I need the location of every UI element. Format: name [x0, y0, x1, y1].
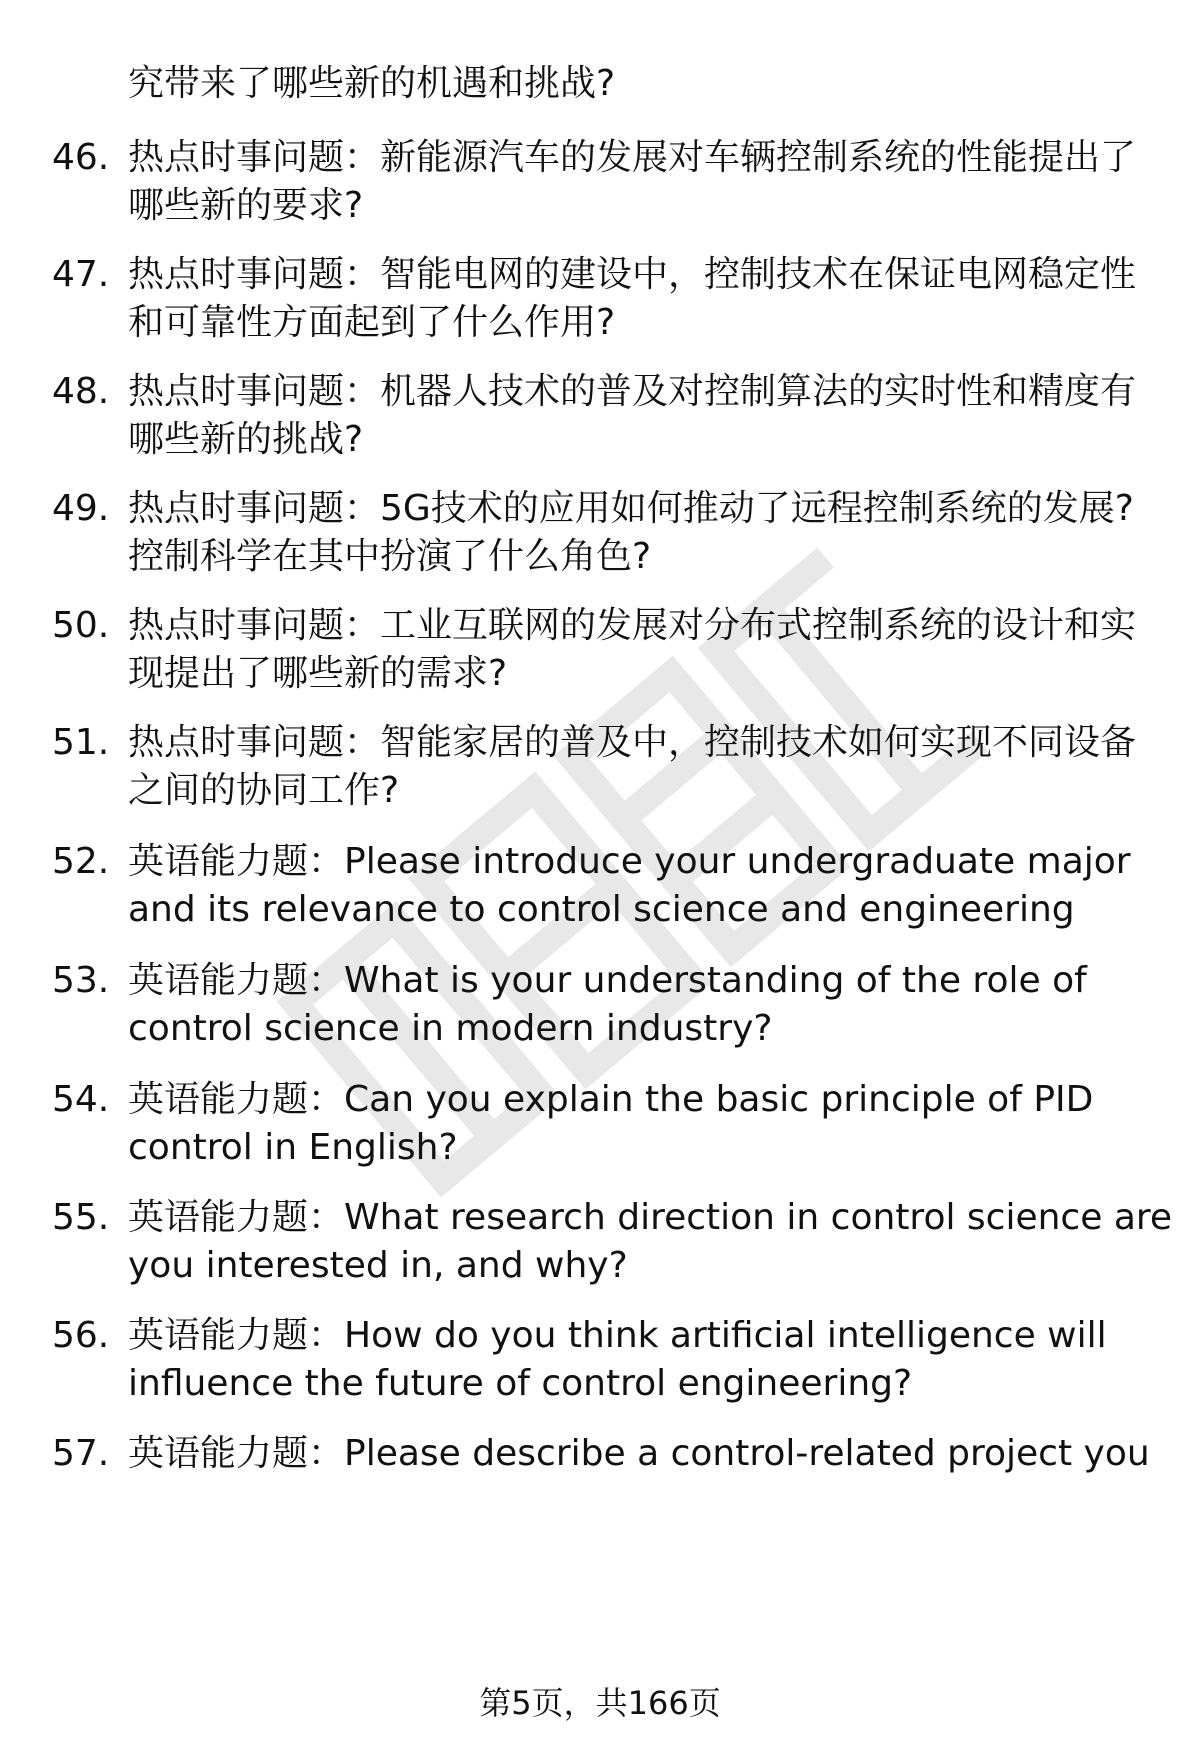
- question-text-line: 和可靠性方面起到了什么作用?: [128, 302, 616, 343]
- question-text-line: 控制科学在其中扮演了什么角色?: [128, 536, 652, 577]
- question-text-line: 哪些新的要求?: [128, 185, 364, 226]
- question-text-line: 之间的协同工作?: [128, 770, 400, 811]
- page-footer: 第5页，共166页: [479, 1684, 721, 1722]
- question-number: 46.: [52, 137, 110, 178]
- question-text-line: influence the future of control engineering?: [128, 1363, 913, 1404]
- question-text-line: 热点时事问题：机器人技术的普及对控制算法的实时性和精度有: [128, 371, 1137, 412]
- question-text-line: 英语能力题：What research direction in control science are: [128, 1197, 1173, 1238]
- question-number: 57.: [52, 1433, 110, 1474]
- question-text-line: 热点时事问题：5G技术的应用如何推动了远程控制系统的发展?: [128, 488, 1134, 529]
- question-text-line: 现提出了哪些新的需求?: [128, 653, 508, 694]
- question-number: 51.: [52, 722, 110, 763]
- question-text-line: you interested in, and why?: [128, 1245, 628, 1286]
- question-number: 56.: [52, 1315, 110, 1356]
- question-text-line: and its relevance to control science and engineering: [128, 889, 1075, 930]
- question-text-line: 英语能力题：Please introduce your undergraduate major: [128, 841, 1131, 882]
- question-text-line: 英语能力题：Please describe a control-related project you: [128, 1433, 1150, 1474]
- question-text-line: control in English?: [128, 1127, 458, 1168]
- question-text-line: control science in modern industry?: [128, 1008, 773, 1049]
- question-number: 55.: [52, 1197, 110, 1238]
- question-number: 48.: [52, 371, 110, 412]
- question-text-line: 英语能力题：What is your understanding of the role of: [128, 960, 1087, 1001]
- continued-question-text: 究带来了哪些新的机遇和挑战?: [128, 63, 616, 104]
- question-number: 52.: [52, 841, 110, 882]
- question-number: 49.: [52, 488, 110, 529]
- question-text-line: 英语能力题：How do you think artificial intelligence will: [128, 1315, 1107, 1356]
- question-text-line: 英语能力题：Can you explain the basic principle of PID: [128, 1079, 1094, 1120]
- question-text-line: 热点时事问题：新能源汽车的发展对车辆控制系统的性能提出了: [128, 137, 1137, 178]
- question-number: 50.: [52, 605, 110, 646]
- question-number: 47.: [52, 254, 110, 295]
- question-text-line: 热点时事问题：工业互联网的发展对分布式控制系统的设计和实: [128, 605, 1137, 646]
- question-number: 53.: [52, 960, 110, 1001]
- question-text-line: 热点时事问题：智能家居的普及中，控制技术如何实现不同设备: [128, 722, 1137, 763]
- question-number: 54.: [52, 1079, 110, 1120]
- question-text-line: 热点时事问题：智能电网的建设中，控制技术在保证电网稳定性: [128, 254, 1137, 295]
- question-text-line: 哪些新的挑战?: [128, 419, 364, 460]
